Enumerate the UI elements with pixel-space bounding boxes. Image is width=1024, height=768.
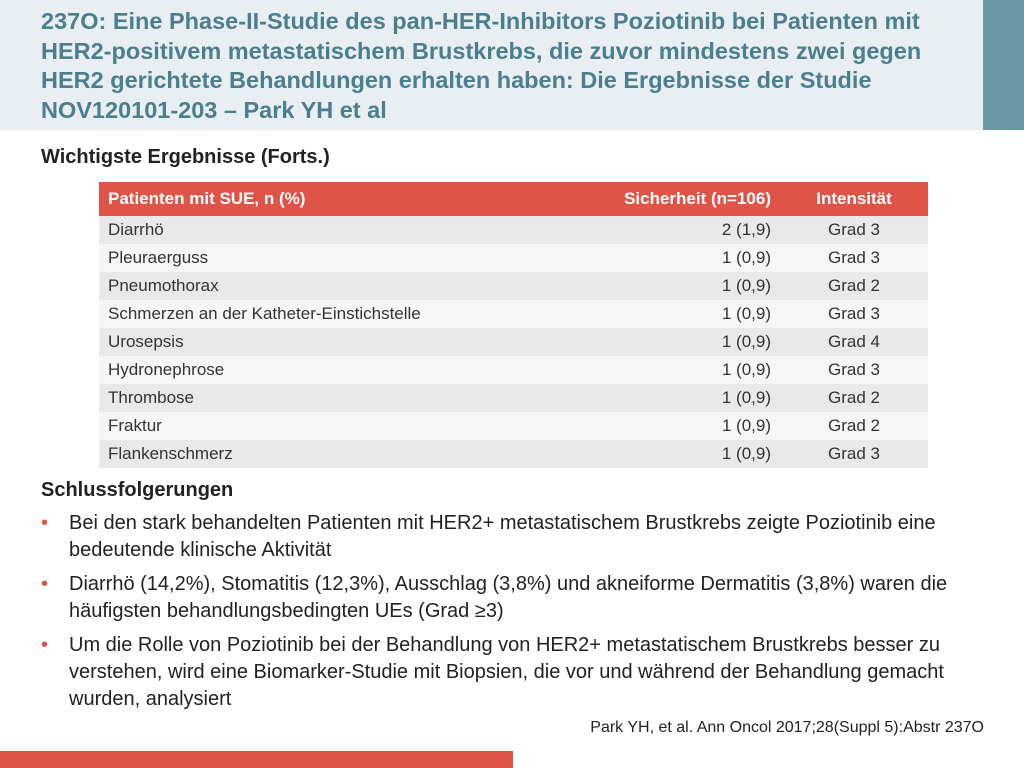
cell-event: Urosepsis [99, 328, 517, 356]
footer-accent-bar [0, 751, 513, 768]
cell-intensity: Grad 3 [780, 300, 928, 328]
citation-reference: Park YH, et al. Ann Oncol 2017;28(Suppl 5):Abstr 237O [590, 719, 984, 736]
cell-intensity: Grad 3 [780, 216, 928, 244]
table-header-row [99, 182, 928, 216]
list-item [41, 571, 981, 625]
cell-safety: 1 (0,9) [517, 412, 780, 440]
conclusions-list [41, 510, 981, 720]
table-row [99, 412, 928, 440]
cell-event: Pleuraerguss [99, 244, 517, 272]
cell-intensity: Grad 3 [780, 244, 928, 272]
bullet-icon: • [41, 573, 49, 595]
cell-safety: 1 (0,9) [517, 244, 780, 272]
cell-event: Thrombose [99, 384, 517, 412]
cell-event: Hydronephrose [99, 356, 517, 384]
bullet-icon: • [41, 512, 49, 534]
table-row [99, 384, 928, 412]
cell-intensity: Grad 4 [780, 328, 928, 356]
cell-event: Pneumothorax [99, 272, 517, 300]
table-row [99, 300, 928, 328]
title-banner [0, 0, 983, 130]
bullet-text: Bei den stark behandelten Patienten mit HER2+ metastatischem Brustkrebs zeigte Poziotinib eine bedeutende klinische Aktivität [69, 512, 936, 561]
cell-event: Diarrhö [99, 216, 517, 244]
cell-intensity: Grad 3 [780, 356, 928, 384]
cell-intensity: Grad 2 [780, 412, 928, 440]
cell-safety: 1 (0,9) [517, 440, 780, 468]
column-header-intensity: Intensität [780, 182, 928, 216]
cell-intensity: Grad 2 [780, 384, 928, 412]
cell-safety: 1 (0,9) [517, 300, 780, 328]
cell-safety: 1 (0,9) [517, 384, 780, 412]
list-item [41, 510, 981, 564]
bullet-text: Um die Rolle von Poziotinib bei der Behandlung von HER2+ metastatischem Brustkrebs besser zu verstehen, wird eine Biomarker-Studie mit Biopsien, die vor und während der Behandlung gemacht wurden, analysiert [69, 634, 944, 710]
title-accent-bar [983, 0, 1024, 130]
column-header-patients: Patienten mit SUE, n (%) [99, 182, 517, 216]
bullet-icon: • [41, 634, 49, 656]
cell-event: Fraktur [99, 412, 517, 440]
section-subtitle: Wichtigste Ergebnisse (Forts.) [41, 146, 330, 168]
cell-safety: 1 (0,9) [517, 356, 780, 384]
cell-intensity: Grad 3 [780, 440, 928, 468]
cell-safety: 1 (0,9) [517, 272, 780, 300]
table-row [99, 272, 928, 300]
column-header-safety: Sicherheit (n=106) [517, 182, 780, 216]
table-row [99, 216, 928, 244]
cell-safety: 2 (1,9) [517, 216, 780, 244]
table-row [99, 244, 928, 272]
cell-event: Schmerzen an der Katheter-Einstichstelle [99, 300, 517, 328]
list-item [41, 632, 981, 713]
table-row [99, 440, 928, 468]
cell-safety: 1 (0,9) [517, 328, 780, 356]
conclusions-heading: Schlussfolgerungen [41, 479, 234, 501]
slide-title: 237O: Eine Phase-II-Studie des pan-HER-Inhibitors Poziotinib bei Patienten mit HER2-positivem metastatischem Brustkrebs, die zuvor mindestens zwei gegen HER2 gerichtete Behandlungen erhalten haben: Die Ergebnisse der Studie NOV120101-203 – Park YH et al [41, 8, 922, 123]
cell-intensity: Grad 2 [780, 272, 928, 300]
table-row [99, 328, 928, 356]
table-row [99, 356, 928, 384]
bullet-text: Diarrhö (14,2%), Stomatitis (12,3%), Ausschlag (3,8%) und akneiforme Dermatitis (3,8%) waren die häufigsten behandlungsbedingten UEs (Grad ≥3) [69, 573, 948, 622]
adverse-events-table [99, 182, 928, 468]
cell-event: Flankenschmerz [99, 440, 517, 468]
